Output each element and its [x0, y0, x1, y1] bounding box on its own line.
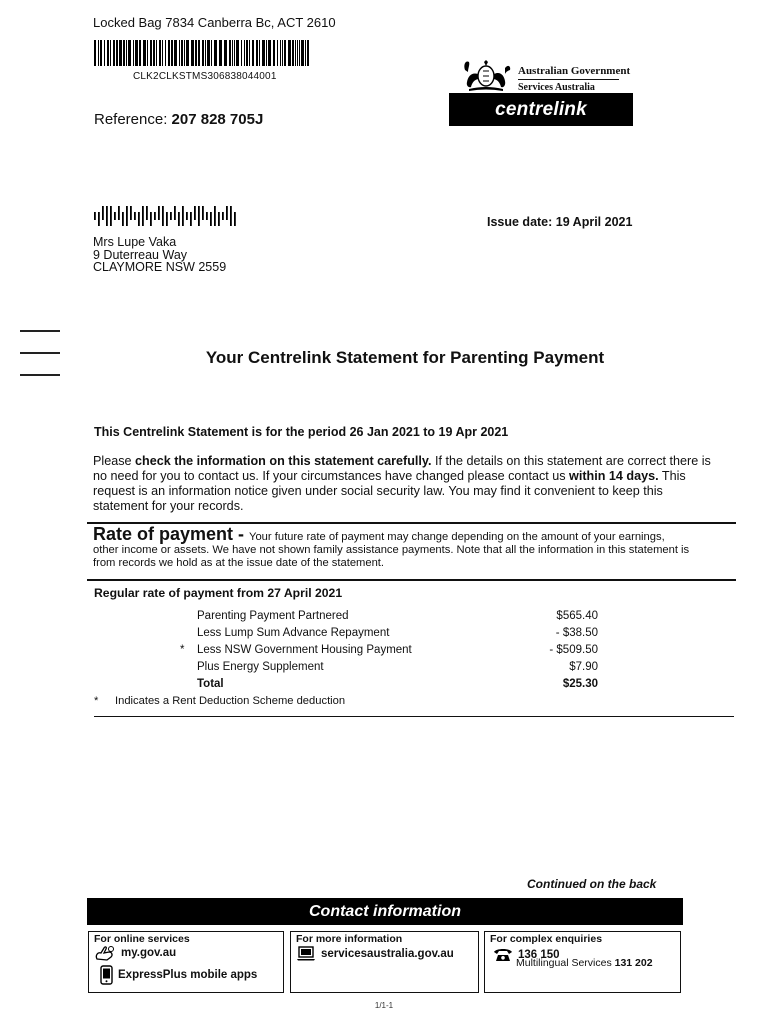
row-label: Total [197, 677, 224, 690]
table-row [180, 641, 600, 658]
barcode-bar [170, 212, 172, 220]
box-heading: For complex enquiries [490, 933, 603, 945]
rate-heading: Rate of payment - [93, 524, 250, 544]
more-information-box [290, 931, 479, 993]
barcode-bar [116, 40, 118, 66]
barcode-bar [297, 40, 298, 66]
row-amount: $25.30 [562, 677, 598, 690]
barcode-bar [236, 40, 239, 66]
rate-description: Your future rate of payment may change depending on the amount of your earnings, other income or assets. We have not shown family assistance payments. Note that all the information in this statement is from records we hold as at the issue date of the statement. [93, 531, 690, 569]
barcode-bar [211, 40, 212, 66]
barcode-bar [234, 212, 236, 226]
barcode-bar [142, 206, 144, 226]
barcode-bar [150, 212, 152, 226]
row-amount: $7.90 [569, 660, 598, 673]
barcode-bar [110, 206, 112, 226]
barcode-bar [198, 206, 200, 226]
barcode-bar [259, 40, 260, 66]
mobile-phone-icon [100, 965, 113, 985]
barcode-bar [292, 40, 294, 66]
table-row [180, 658, 600, 675]
online-services-box [88, 931, 284, 993]
barcode-bar [98, 40, 99, 66]
barcode-bar [307, 40, 309, 66]
contact-title: Contact information [87, 898, 683, 925]
barcode-bar [128, 40, 131, 66]
payment-table [180, 607, 600, 692]
barcode-bar [182, 206, 184, 226]
barcode-bar [206, 212, 208, 220]
barcode-bar [214, 206, 216, 226]
barcode-bar [299, 40, 300, 66]
barcode-bar [123, 40, 125, 66]
barcode-bar [100, 40, 102, 66]
mygov-link[interactable] [94, 945, 176, 961]
barcode-bar [135, 40, 138, 66]
barcode-number: CLK2CLKSTMS306838044001 [133, 71, 277, 82]
continued-note: Continued on the back [527, 877, 657, 891]
barcode-bar [113, 40, 115, 66]
barcode-bar [122, 212, 124, 226]
government-name: Australian Government [518, 65, 631, 77]
footnote [94, 695, 345, 707]
barcode-bar [232, 40, 233, 66]
barcode-bar [246, 40, 248, 66]
barcode-bar [146, 206, 148, 220]
multilingual-phone: 131 202 [614, 957, 653, 969]
intro-text: If the details on this statement are correct there is no need for you to contact us. If your circumstances have changed please contact us [93, 454, 711, 483]
box-heading: For more information [296, 933, 403, 945]
row-amount: $565.40 [556, 609, 598, 622]
barcode-bar [126, 40, 127, 66]
intro-text: This request is an information notice given under social security law. You may find it convenient to keep this statement for your records. [93, 469, 686, 513]
barcode-bar [190, 212, 192, 226]
logo-divider [518, 79, 619, 80]
barcode-bar [184, 40, 185, 66]
barcode-bar [179, 40, 180, 66]
total-row [180, 675, 600, 692]
barcode-bar [244, 40, 245, 66]
postal-barcode [94, 40, 312, 66]
barcode-bar [288, 40, 291, 66]
barcode-bar [178, 212, 180, 226]
recipient-locality: CLAYMORE NSW 2559 [93, 260, 227, 274]
barcode-bar [118, 206, 120, 220]
barcode-bar [295, 40, 296, 66]
barcode-bar [229, 40, 231, 66]
row-label: Parenting Payment Partnered [197, 609, 349, 622]
section-divider [94, 716, 734, 717]
barcode-bar [171, 40, 173, 66]
barcode-bar [230, 206, 232, 226]
barcode-bar [202, 206, 204, 220]
barcode-bar [268, 40, 271, 66]
barcode-bar [266, 40, 267, 66]
barcode-bar [106, 206, 108, 226]
barcode-bar [94, 40, 96, 66]
centrelink-logo [449, 54, 633, 126]
barcode-bar [191, 40, 194, 66]
brand-wordmark: centrelink [449, 93, 633, 126]
fold-mark [20, 330, 60, 332]
telephone-icon [493, 947, 513, 962]
agency-name: Services Australia [518, 82, 595, 93]
row-label: Less Lump Sum Advance Repayment [197, 626, 390, 639]
mail-barcode [94, 206, 236, 226]
barcode-bar [273, 40, 275, 66]
barcode-bar [162, 40, 163, 66]
barcode-bar [234, 40, 235, 66]
services-australia-link[interactable] [296, 946, 454, 961]
barcode-bar [138, 212, 140, 226]
barcode-bar [143, 40, 146, 66]
barcode-bar [252, 40, 254, 66]
barcode-bar [214, 40, 217, 66]
barcode-bar [195, 40, 197, 66]
barcode-bar [114, 212, 116, 220]
barcode-bar [134, 212, 136, 220]
table-row [180, 624, 600, 641]
barcode-bar [181, 40, 183, 66]
hand-touch-icon [94, 945, 116, 961]
barcode-bar [186, 40, 189, 66]
barcode-bar [226, 206, 228, 220]
barcode-bar [159, 40, 161, 66]
barcode-bar [166, 212, 168, 226]
intro-emphasis: within 14 days. [569, 469, 659, 483]
intro-paragraph [93, 454, 713, 514]
barcode-bar [222, 212, 224, 220]
barcode-bar [205, 40, 206, 66]
barcode-bar [256, 40, 258, 66]
box-heading: For online services [94, 933, 190, 945]
intro-emphasis: check the information on this statement carefully. [135, 454, 432, 468]
fold-mark [20, 374, 60, 376]
reference [94, 111, 263, 128]
barcode-bar [104, 40, 105, 66]
row-label: Plus Energy Supplement [197, 660, 324, 673]
reference-number: 207 828 705J [171, 111, 264, 128]
barcode-bar [119, 40, 122, 66]
barcode-bar [162, 206, 164, 226]
footnote-mark: * [94, 695, 99, 707]
barcode-bar [165, 40, 166, 66]
barcode-bar [139, 40, 141, 66]
barcode-bar [110, 40, 111, 66]
barcode-bar [174, 40, 177, 66]
services-australia-text: servicesaustralia.gov.au [321, 947, 454, 960]
barcode-bar [207, 40, 210, 66]
barcode-bar [126, 206, 128, 226]
barcode-bar [168, 40, 170, 66]
recipient-address [93, 236, 226, 274]
barcode-bar [133, 40, 134, 66]
mygov-text: my.gov.au [121, 947, 177, 959]
table-row [180, 607, 600, 624]
barcode-bar [154, 212, 156, 220]
barcode-bar [241, 40, 242, 66]
statement-period: This Centrelink Statement is for the period 26 Jan 2021 to 19 Apr 2021 [94, 425, 509, 439]
barcode-bar [301, 40, 304, 66]
recipient-street: 9 Duterreau Way [93, 247, 188, 262]
section-divider [87, 579, 736, 581]
row-amount: - $38.50 [555, 626, 598, 639]
barcode-bar [282, 40, 283, 66]
recipient-name: Mrs Lupe Vaka [93, 235, 177, 249]
barcode-bar [102, 206, 104, 220]
row-mark: * [180, 643, 185, 656]
return-address: Locked Bag 7834 Canberra Bc, ACT 2610 [93, 15, 336, 30]
expressplus-link[interactable] [100, 965, 257, 985]
barcode-bar [130, 206, 132, 220]
barcode-bar [249, 40, 250, 66]
complex-enquiries-box [484, 931, 681, 993]
expressplus-text: ExpressPlus mobile apps [118, 969, 258, 981]
reference-label: Reference: [94, 111, 168, 128]
barcode-bar [158, 206, 160, 220]
barcode-bar [174, 206, 176, 220]
barcode-bar [210, 212, 212, 226]
issue-date: Issue date: 19 April 2021 [487, 215, 633, 229]
barcode-bar [147, 40, 148, 66]
barcode-bar [94, 212, 96, 220]
row-label: Less NSW Government Housing Payment [197, 643, 412, 656]
laptop-icon [296, 946, 316, 961]
barcode-bar [262, 40, 265, 66]
barcode-bar [198, 40, 200, 66]
footnote-text: Indicates a Rent Deduction Scheme deduction [115, 695, 346, 707]
barcode-bar [277, 40, 278, 66]
regular-rate-heading: Regular rate of payment from 27 April 2021 [94, 586, 343, 600]
barcode-bar [224, 40, 227, 66]
phone-number: 136 150 [518, 948, 560, 961]
intro-text: Please [93, 454, 136, 468]
barcode-bar [186, 212, 188, 220]
barcode-bar [202, 40, 204, 66]
barcode-bar [280, 40, 281, 66]
multilingual-services [516, 957, 653, 969]
statement-title: Your Centrelink Statement for Parenting Payment [205, 348, 605, 367]
barcode-bar [219, 40, 222, 66]
barcode-bar [153, 40, 155, 66]
row-amount: - $509.50 [549, 643, 598, 656]
barcode-bar [98, 212, 100, 226]
page-number: 1/1-1 [374, 1001, 394, 1010]
barcode-bar [218, 212, 220, 226]
barcode-bar [284, 40, 286, 66]
barcode-bar [305, 40, 306, 66]
barcode-bar [107, 40, 109, 66]
barcode-bar [150, 40, 152, 66]
barcode-bar [194, 206, 196, 220]
rate-of-payment [93, 524, 693, 570]
barcode-bar [156, 40, 157, 66]
multilingual-label: Multilingual Services [516, 957, 615, 969]
coat-of-arms-icon [459, 54, 514, 94]
